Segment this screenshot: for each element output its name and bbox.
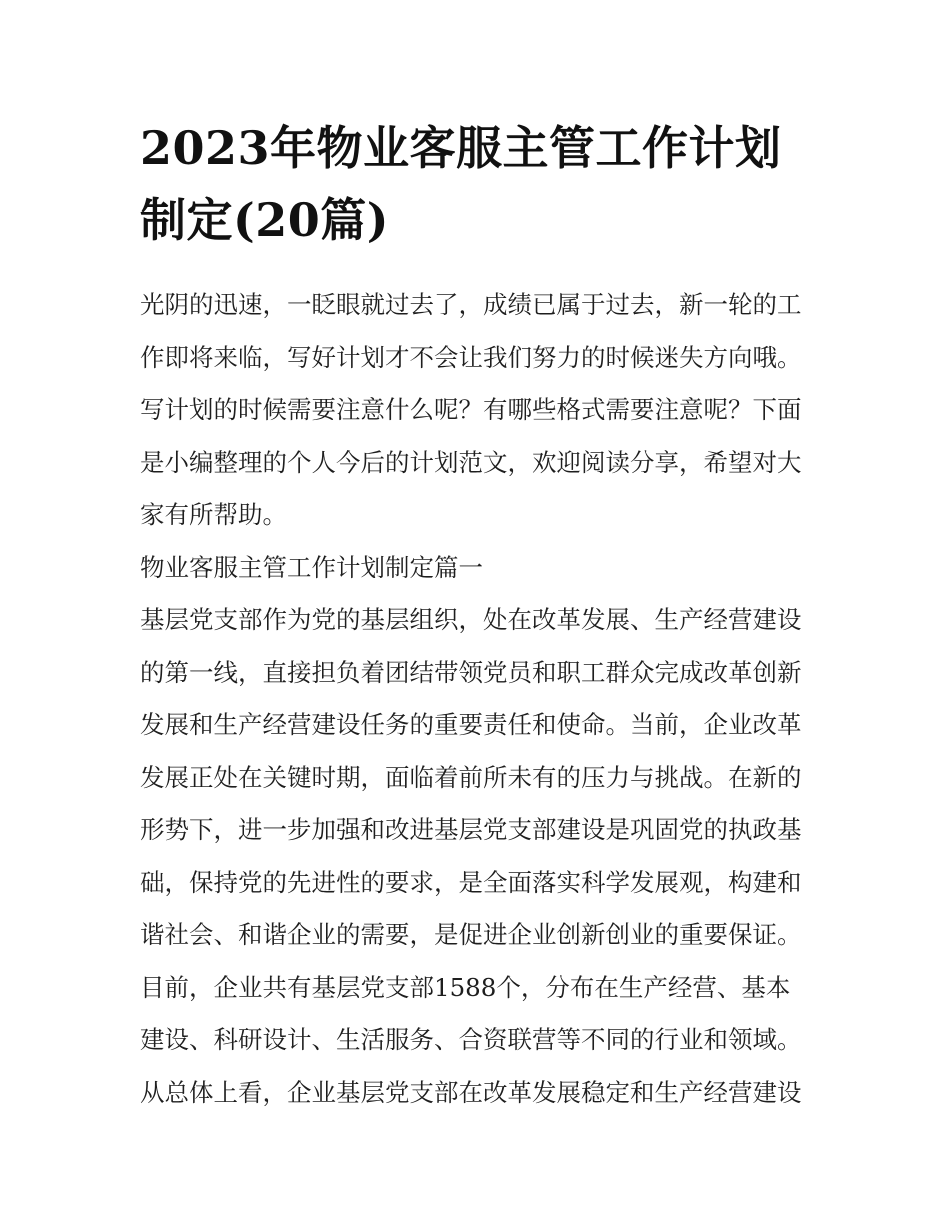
body-line: 家有所帮助。 <box>140 500 287 529</box>
title-line: 2023年物业客服主管工作计划 <box>140 121 782 175</box>
section-heading: 物业客服主管工作计划制定篇一 <box>140 552 483 582</box>
body-line: 目前，企业共有基层党支部1588个，分布在生产经营、基本 <box>140 972 791 1002</box>
body-line: 从总体上看，企业基层党支部在改革发展稳定和生产经营建设 <box>140 1077 802 1107</box>
document-title <box>140 112 820 256</box>
body-line: 发展和生产经营建设任务的重要责任和使命。当前，企业改革 <box>140 710 802 739</box>
body-line: 写计划的时候需要注意什么呢？有哪些格式需要注意呢？下面 <box>140 395 802 424</box>
title-line: 制定(20篇) <box>140 193 390 247</box>
body-line: 基层党支部作为党的基层组织，处在改革发展、生产经营建设 <box>140 605 802 634</box>
body-line: 作即将来临，写好计划才不会让我们努力的时候迷失方向哦。 <box>140 342 802 372</box>
document-body <box>140 279 830 1119</box>
body-line: 发展正处在关键时期，面临着前所未有的压力与挑战。在新的 <box>140 762 802 792</box>
body-line: 谐社会、和谐企业的需要，是促进企业创新创业的重要保证。 <box>140 920 802 949</box>
body-line: 形势下，进一步加强和改进基层党支部建设是巩固党的执政基 <box>140 815 802 844</box>
body-line: 础，保持党的先进性的要求，是全面落实科学发展观，构建和 <box>140 867 802 897</box>
body-line: 建设、科研设计、生活服务、合资联营等不同的行业和领域。 <box>140 1025 802 1054</box>
body-line: 的第一线，直接担负着团结带领党员和职工群众完成改革创新 <box>140 657 802 687</box>
body-line: 光阴的迅速，一眨眼就过去了，成绩已属于过去，新一轮的工 <box>140 290 802 319</box>
body-line: 是小编整理的个人今后的计划范文，欢迎阅读分享，希望对大 <box>140 447 802 477</box>
